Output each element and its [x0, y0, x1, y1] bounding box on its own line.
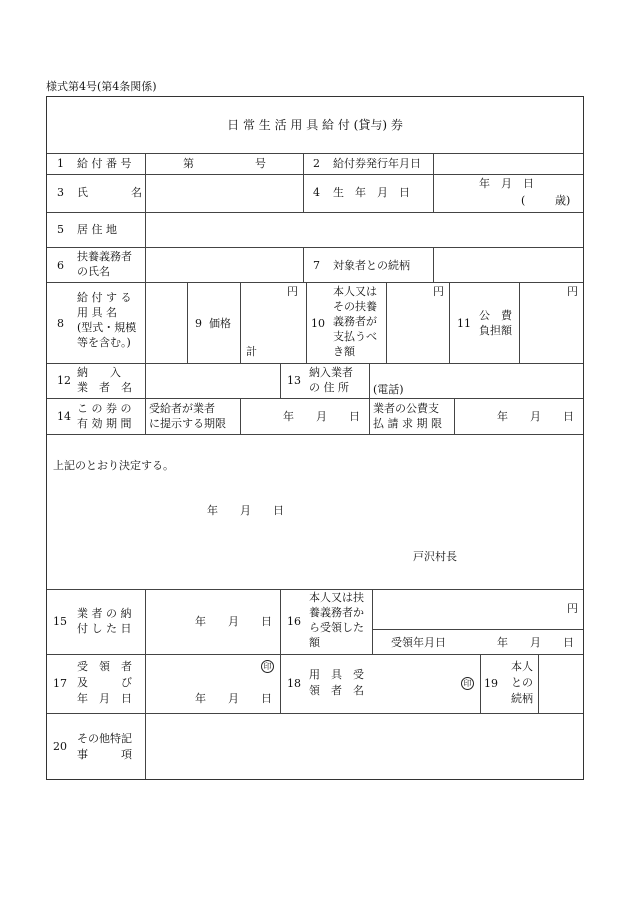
label-received-c: ら受領した: [309, 621, 364, 634]
col-divider: [280, 363, 281, 398]
decision-date: 年 月 日: [207, 504, 284, 517]
col-divider: [280, 589, 281, 713]
col-divider: [519, 282, 520, 363]
row-divider: [47, 654, 583, 655]
item-number: 9: [195, 317, 202, 330]
label-payable-d: 支払うべ: [333, 330, 377, 343]
col-divider: [480, 654, 481, 713]
label-recipient-a: 受 領 者: [77, 660, 132, 673]
benefit-voucher-form: [46, 96, 584, 780]
row-divider: [47, 713, 583, 714]
label-device-recipient-b: 領 者 名: [309, 684, 364, 697]
label-guardian-b: の氏名: [77, 265, 110, 278]
row-divider: [47, 212, 583, 213]
present-deadline-ymd: 年 月 日: [283, 410, 360, 423]
label-claim-deadline-a: 業者の公費支: [373, 402, 439, 415]
col-divider: [449, 282, 450, 363]
label-name-a: 氏: [77, 186, 88, 199]
label-vendor-address-a: 納入業者: [309, 366, 353, 379]
label-validity-a: こ の 券 の: [77, 402, 132, 415]
row-divider: [47, 282, 583, 283]
label-relationship: 対象者との続柄: [333, 259, 410, 272]
label-delivery-a: 業 者 の 納: [77, 607, 132, 620]
label-receipt-date: 受領年月日: [391, 636, 446, 649]
label-device-c: (型式・規模: [77, 321, 137, 334]
label-text: 給 付 番 号: [77, 157, 132, 170]
age-close: 歳): [555, 194, 571, 207]
label-relation-c: 続柄: [511, 692, 533, 705]
yen-unit: 円: [433, 285, 444, 298]
item-number: 4: [313, 186, 320, 199]
label-relation-b: との: [511, 676, 533, 689]
label-validity-b: 有 効 期 間: [77, 417, 132, 430]
label-claim-deadline-b: 払 請 求 期 限: [373, 417, 442, 430]
label-device-a: 給 付 す る: [77, 291, 132, 304]
decision-signer: 戸沢村長: [413, 550, 457, 563]
form-caption: 様式第4号(第4条関係): [46, 80, 157, 93]
col-divider: [303, 247, 304, 282]
yen-unit: 円: [567, 602, 578, 615]
label-remarks-a: その他特記: [77, 732, 132, 745]
col-divider: [145, 589, 146, 779]
label-recipient-b: 及 び: [77, 676, 132, 689]
col-divider: [303, 174, 304, 212]
label-go: 号: [255, 157, 266, 170]
item-number: 14: [57, 410, 71, 423]
label-phone: (電話): [373, 383, 404, 396]
label-device-d: 等を含む。): [77, 336, 131, 349]
label-payable-a: 本人又は: [333, 285, 377, 298]
label-public-b: 負担額: [479, 324, 512, 337]
label-received-d: 額: [309, 636, 320, 649]
label-relation-a: 本人: [511, 660, 533, 673]
col-divider: [240, 282, 241, 363]
row-divider: [47, 434, 583, 435]
col-divider: [433, 153, 434, 212]
delivery-ymd: 年 月 日: [195, 615, 272, 628]
label-issue-date: 給付券発行年月日: [333, 157, 421, 170]
recipient-ymd: 年 月 日: [195, 692, 272, 705]
row-divider: [47, 398, 583, 399]
label-present-deadline-a: 受給者が業者: [149, 402, 215, 415]
item-number: 13: [287, 374, 301, 387]
col-divider: [372, 589, 373, 654]
item-number: 10: [311, 317, 325, 330]
label-payable-b: その扶養: [333, 300, 377, 313]
receipt-ymd: 年 月 日: [497, 636, 574, 649]
label-delivery-b: 付 し た 日: [77, 622, 132, 635]
label-payable-c: 義務者が: [333, 315, 377, 328]
item-number: 11: [457, 317, 471, 330]
col-divider: [240, 398, 241, 434]
label-received-b: 養義務者か: [309, 606, 364, 619]
yen-unit: 円: [567, 285, 578, 298]
item-number: 6: [57, 259, 64, 272]
label-vendor-a: 納 入: [77, 366, 121, 379]
col-divider: [454, 398, 455, 434]
item-number: 16: [287, 615, 301, 628]
item-number: 7: [313, 259, 320, 272]
row-divider: [47, 363, 583, 364]
col-divider: [369, 398, 370, 434]
item-number: 19: [484, 677, 498, 690]
col-divider: [303, 153, 304, 174]
label-payable-e: き額: [333, 345, 355, 358]
col-divider: [145, 153, 146, 434]
label-remarks-b: 事 項: [77, 748, 132, 761]
label-name-b: 名: [131, 186, 142, 199]
yen-unit: 円: [287, 285, 298, 298]
row-divider: [47, 247, 583, 248]
col-divider: [386, 282, 387, 363]
birthdate-ymd: 年 月 日: [479, 177, 534, 190]
col-divider: [369, 363, 370, 398]
item-number: 5: [57, 223, 64, 236]
age-open: (: [521, 194, 526, 207]
row-divider: [47, 589, 583, 590]
decision-text: 上記のとおり決定する。: [53, 459, 174, 472]
label-device-b: 用 具 名: [77, 306, 117, 319]
item-number: 15: [53, 615, 67, 628]
seal-stamp-icon: 印: [261, 660, 274, 673]
col-divider: [187, 282, 188, 363]
col-divider: [306, 282, 307, 363]
item-number: 17: [53, 677, 67, 690]
label-price: 価格: [209, 317, 231, 330]
row-divider: [47, 153, 583, 154]
item-number: 1: [57, 157, 64, 170]
row-divider: [47, 174, 583, 175]
label-recipient-c: 年 月 日: [77, 692, 132, 705]
label-present-deadline-b: に提示する期限: [149, 417, 226, 430]
label-total: 計: [246, 345, 257, 358]
label-benefit-number: [77, 157, 141, 171]
claim-deadline-ymd: 年 月 日: [497, 410, 574, 423]
item-number: 2: [313, 157, 320, 170]
col-divider: [538, 654, 539, 713]
sub-divider: [372, 629, 583, 630]
label-received-a: 本人又は扶: [309, 591, 364, 604]
label-birthdate: 生 年 月 日: [333, 186, 410, 199]
label-guardian-a: 扶養義務者: [77, 250, 132, 263]
form-title: 日 常 生 活 用 具 給 付 (貸与) 券: [227, 118, 403, 132]
item-number: 8: [57, 317, 64, 330]
label-vendor-b: 業 者 名: [77, 381, 132, 394]
item-number: 12: [57, 374, 71, 387]
item-number: 18: [287, 677, 301, 690]
label-vendor-address-b: の 住 所: [309, 381, 349, 394]
label-residence: 居 住 地: [77, 223, 117, 236]
label-public-a: 公 費: [479, 309, 512, 322]
item-number: 3: [57, 186, 64, 199]
label-dai: 第: [183, 157, 194, 170]
seal-stamp-icon: 印: [461, 677, 474, 690]
col-divider: [433, 247, 434, 282]
label-device-recipient-a: 用 具 受: [309, 668, 364, 681]
item-number: 20: [53, 740, 67, 753]
